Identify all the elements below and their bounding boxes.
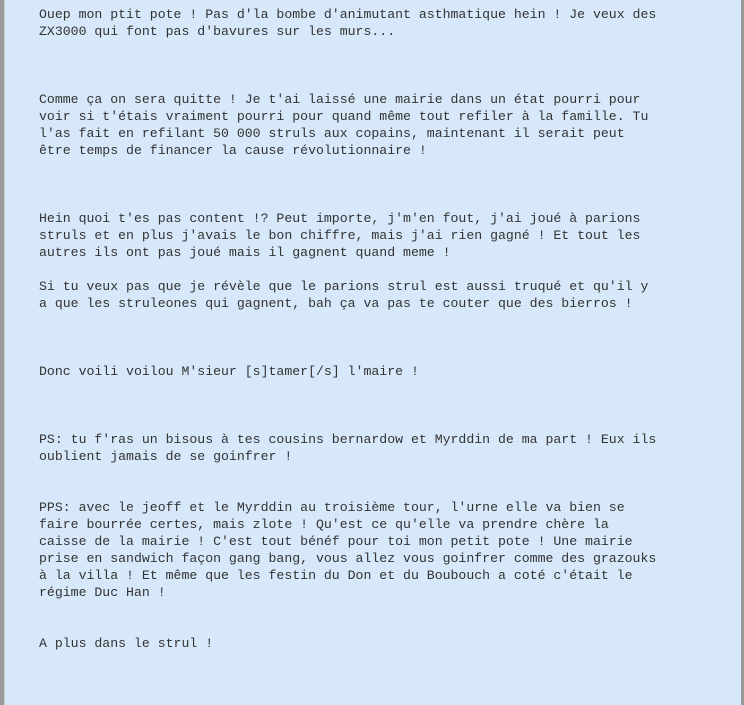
paragraph-parions-struls: Hein quoi t'es pas content !? Peut importe, j'm'en fout, j'ai joué à parions struls et en plus j'avais le bon chiffre, mais j'ai rien gagné ! Et tout les autres ils ont pas joué mais il gagnent quand meme ! (39, 211, 641, 260)
paragraph-spacer (39, 261, 699, 278)
paragraph-spacer (39, 40, 699, 91)
paragraph-spacer (39, 465, 699, 499)
message-body (39, 6, 699, 652)
paragraph-sign-off: Donc voili voilou M'sieur [s]tamer[/s] l'maire ! (39, 364, 419, 379)
paragraph-spacer (39, 159, 699, 210)
paragraph-mairie: Comme ça on sera quitte ! Je t'ai laissé une mairie dans un état pourri pour voir si t'étais vraiment pourri pour quand même tout refiler à la famille. Tu l'as fait en refilant 50 000 struls aux copains, maintenant il serait peut être temps de financer la cause révolutionnaire ! (39, 92, 649, 158)
paragraph-spacer (39, 312, 699, 363)
paragraph-greeting: Ouep mon ptit pote ! Pas d'la bombe d'animutant asthmatique hein ! Je veux des ZX3000 qui font pas d'bavures sur les murs... (39, 7, 657, 39)
paragraph-closing: A plus dans le strul ! (39, 636, 214, 651)
paragraph-threat: Si tu veux pas que je révèle que le parions strul est aussi truqué et qu'il y a que les struleones qui gagnent, bah ça va pas te couter que des bierros ! (39, 279, 649, 311)
paragraph-pps: PPS: avec le jeoff et le Myrddin au troisième tour, l'urne elle va bien se faire bourrée certes, mais zlote ! Qu'est ce qu'elle va prendre chère la caisse de la mairie ! C'est tout bénéf pour toi mon petit pote ! Une mairie prise en sandwich façon gang bang, vous allez vous goinfrer comme des grazouks à la villa ! Et même que les festin du Don et du Boubouch a coté c'était le régime Duc Han ! (39, 500, 657, 600)
paragraph-ps: PS: tu f'ras un bisous à tes cousins bernardow et Myrddin de ma part ! Eux ils oublient jamais de se goinfrer ! (39, 432, 657, 464)
paragraph-spacer (39, 601, 699, 635)
paragraph-spacer (39, 380, 699, 431)
